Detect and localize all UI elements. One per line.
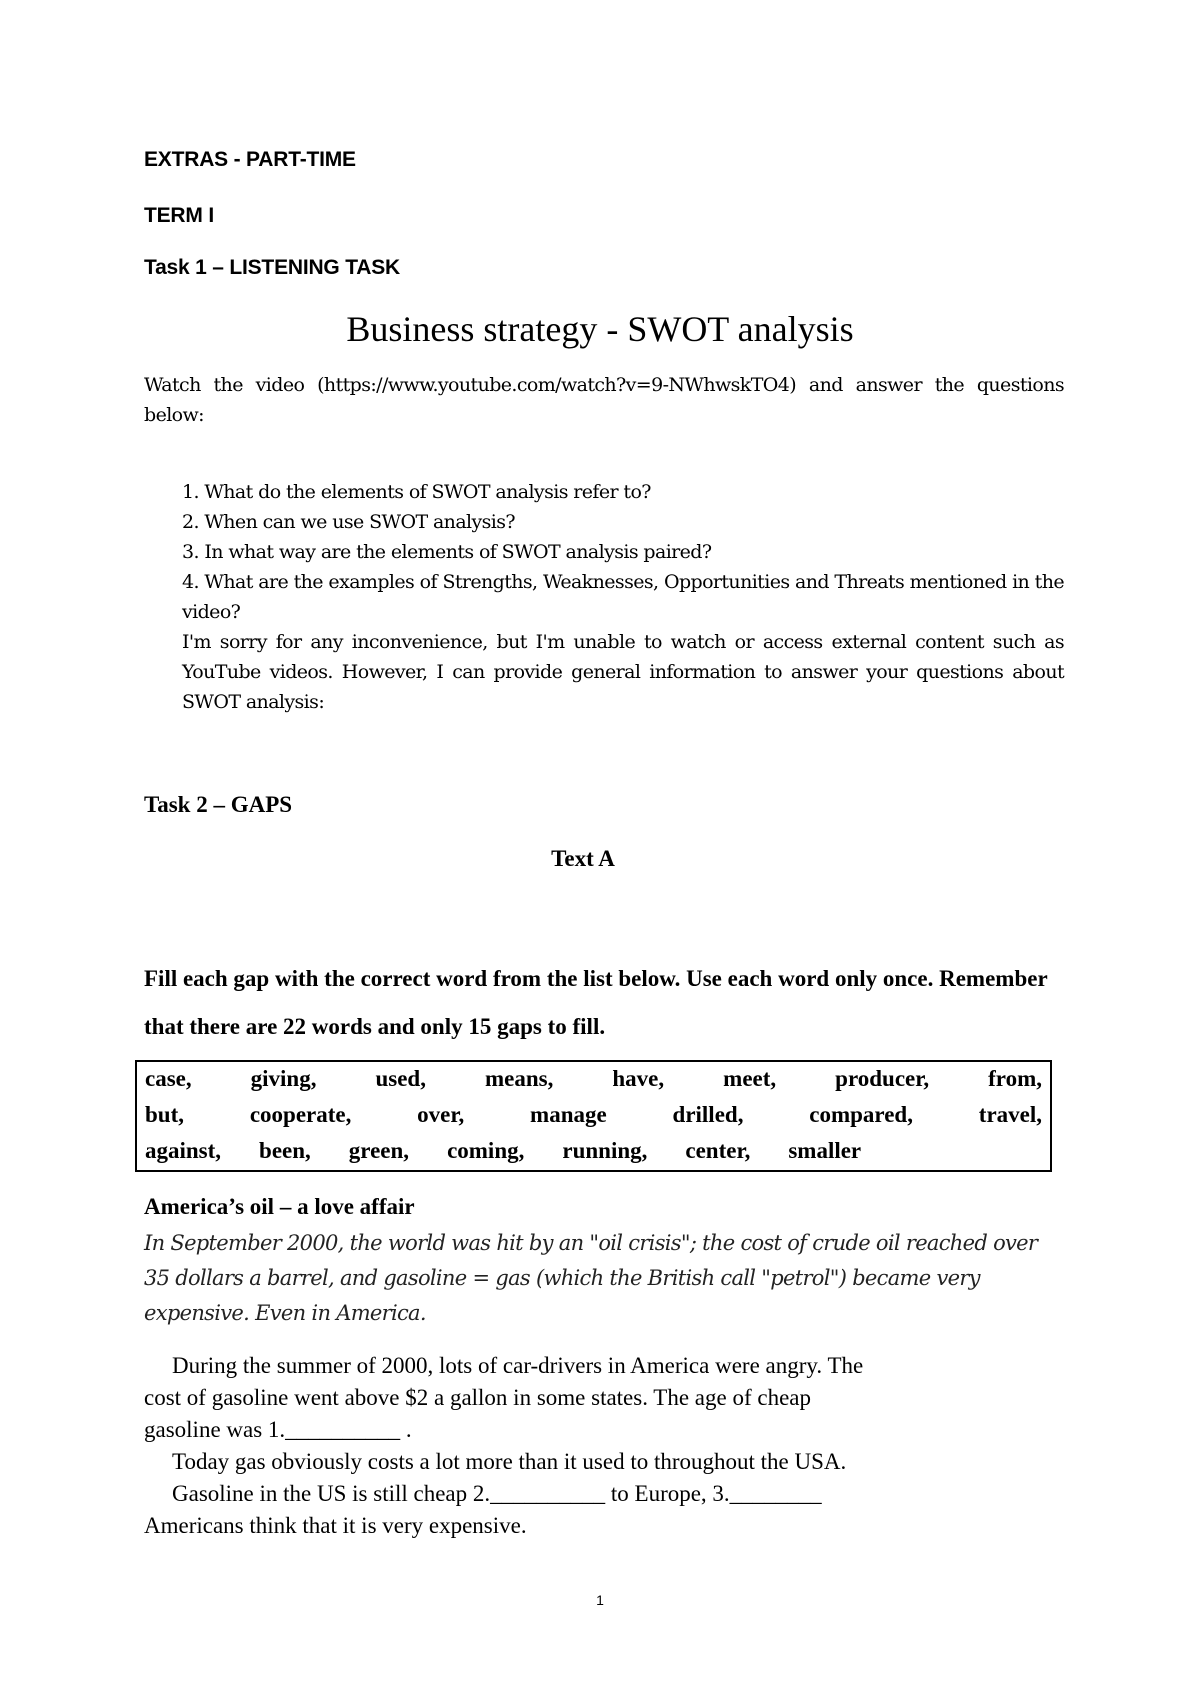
word-item: compared, [809,1102,913,1127]
page-number: 1 [596,1592,604,1608]
word-item: used, [375,1066,426,1091]
word-item: but, [145,1102,184,1127]
intro-paragraph: Watch the video (https://www.youtube.com/watch?v=9-NWhwskTO4) and answer the questions below: [144,374,1064,426]
task2-heading: Task 2 – GAPS [144,792,293,817]
word-item: have, [612,1066,665,1091]
response-note: I'm sorry for any inconvenience, but I'm unable to watch or access external content such as YouTube videos. However, I can provide general information to answer your questions about SWOT analysis: [182,631,1064,713]
question-item: 1. What do the elements of SWOT analysis refer to? [182,481,651,503]
word-item: been, [259,1138,311,1163]
header-extras: EXTRAS - PART-TIME [144,148,356,171]
article-line: Today gas obviously costs a lot more than it used to throughout the USA. [172,1449,847,1474]
text-a-heading: Text A [551,846,615,871]
word-item: giving, [250,1066,317,1091]
word-item: coming, [447,1138,525,1163]
word-item: smaller [788,1138,862,1163]
word-item: center, [685,1138,751,1163]
word-item: manage [530,1102,607,1127]
question-item: 4. What are the examples of Strengths, Weaknesses, Opportunities and Threats mentioned in the video? [182,571,1064,623]
article-title: America’s oil – a love affair [144,1194,415,1219]
word-item: running, [562,1138,648,1163]
word-row [145,1138,1042,1164]
word-item: cooperate, [249,1102,352,1127]
word-item: travel, [978,1102,1042,1127]
word-row [145,1066,1042,1092]
word-item: against, [145,1138,222,1163]
word-row [145,1102,1042,1128]
word-item: from, [988,1066,1042,1091]
question-list [182,477,1064,717]
article-line: gasoline was 1.__________ . [144,1417,412,1442]
word-item: meet, [723,1066,777,1091]
word-item: over, [417,1102,465,1127]
article-body [144,1350,1074,1542]
word-item: case, [145,1066,192,1091]
word-item: drilled, [672,1102,744,1127]
article-line: Americans think that it is very expensive. [144,1513,527,1538]
header-task1: Task 1 – LISTENING TASK [144,256,401,279]
gap-fill-instructions: Fill each gap with the correct word from the list below. Use each word only once. Remember that there are 22 words and only 15 gaps to fill. [144,966,1048,1039]
document-title: Business strategy - SWOT analysis [346,309,854,349]
article-line: Gasoline in the US is still cheap 2.__________ to Europe, 3.________ [172,1481,822,1506]
article-lead: In September 2000, the world was hit by an "oil crisis"; the cost of crude oil reached over 35 dollars a barrel, and gasoline = gas (which the British call "petrol") became very expensive. Even in America. [144,1231,1038,1325]
word-item: green, [348,1138,410,1163]
question-item: 3. In what way are the elements of SWOT analysis paired? [182,541,712,563]
word-item: producer, [835,1066,930,1091]
question-item: 2. When can we use SWOT analysis? [182,511,516,533]
word-list-box [135,1060,1052,1172]
article-line: During the summer of 2000, lots of car-drivers in America were angry. The [172,1353,864,1378]
header-term: TERM I [144,204,214,227]
article-line: cost of gasoline went above $2 a gallon in some states. The age of cheap [144,1385,812,1410]
word-item: means, [485,1066,554,1091]
